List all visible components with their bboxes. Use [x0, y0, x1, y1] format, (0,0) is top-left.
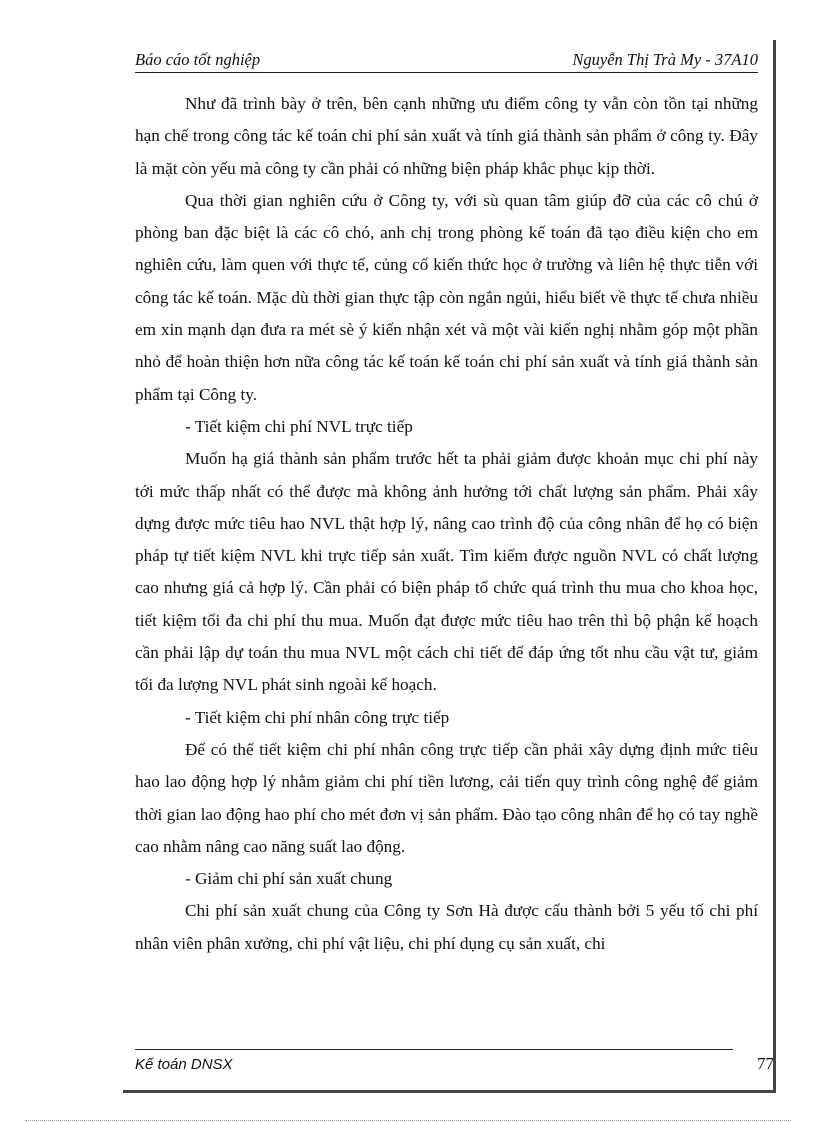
paragraph: Để có thể tiết kiệm chi phí nhân công trực tiếp cần phải xây dựng định mức tiêu hao lao động hợp lý nhằm giảm chi phí tiền lương, cải tiến quy trình công nghệ để giảm thời gian lao động hao phí cho mét đơn vị sản phẩm. Đào tạo công nhân để họ có tay nghề cao nhằm nâng cao năng suất lao động.	[135, 739, 758, 856]
page-number: 77	[757, 1054, 774, 1073]
paragraph: Qua thời gian nghiên cứu ở Công ty, với sù quan tâm giúp đỡ của các cô chú ở phòng ban đặc biệt là các cô chó, anh chị trong phòng kế toán đã tạo điều kiện cho em nghiên cứu, làm quen với thực tế, củng cố kiến thức học ở trường và liên hệ thực tiễn với công tác kế toán. Mặc dù thời gian thực tập còn ngắn ngủi, hiểu biết về thực tế chưa nhiều em xin mạnh dạn đưa ra mét sè ý kiến nhận xét và một vài kiến nghị nhằm góp một phần nhỏ để hoàn thiện hơn nữa công tác kế toán kế toán chi phí sản xuất và tính giá thành sản phẩm tại Công ty.	[135, 190, 758, 404]
section-heading: - Giảm chi phí sản xuất chung	[185, 869, 393, 889]
paragraph: Muốn hạ giá thành sản phẩm trước hết ta phải giảm được khoản mục chi phí này tới mức thấp nhất có thể được mà không ảnh hưởng tới chất lượng sản phẩm. Phải xây dựng được mức tiêu hao NVL thật hợp lý, nâng cao trình độ của công nhân để họ có biện pháp tự tiết kiệm NVL khi trực tiếp sản xuất. Tìm kiếm được nguồn NVL có chất lượng cao nhưng giá cả hợp lý. Cần phải có biện pháp tổ chức quá trình thu mua cho khoa học, tiết kiệm tối đa chi phí thu mua. Muốn đạt được mức tiêu hao trên thì bộ phận kế hoạch cần phải lập dự toán thu mua NVL một cách chi tiết để đáp ứng tốt nhu cầu vật tư, giảm tối đa lượng NVL phát sinh ngoài kế hoạch.	[135, 449, 758, 695]
page-header	[135, 46, 758, 73]
section-heading: - Tiết kiệm chi phí nhân công trực tiếp	[185, 707, 450, 727]
header-report-title: Báo cáo tốt nghiệp	[135, 50, 261, 69]
footer-course: Kế toán DNSX	[135, 1056, 233, 1073]
page-bottom-divider	[25, 1120, 791, 1121]
section-heading: - Tiết kiệm chi phí NVL trực tiếp	[185, 416, 413, 436]
paragraph: Chi phí sản xuất chung của Công ty Sơn Hà được cấu thành bởi 5 yếu tố chi phí nhân viên phân xưởng, chi phí vật liệu, chi phí dụng cụ sản xuất, chi	[135, 901, 758, 953]
paragraph: Như đã trình bày ở trên, bên cạnh những ưu điểm công ty vẫn còn tồn tại những hạn chế trong công tác kế toán chi phí sản xuất và tính giá thành sản phẩm ở công ty. Đây là mặt còn yếu mà công ty cần phải có những biện pháp khắc phục kịp thời.	[135, 94, 758, 178]
footer-divider	[135, 1049, 733, 1050]
header-author: Nguyễn Thị Trà My - 37A10	[572, 50, 758, 69]
document-body	[135, 88, 758, 960]
